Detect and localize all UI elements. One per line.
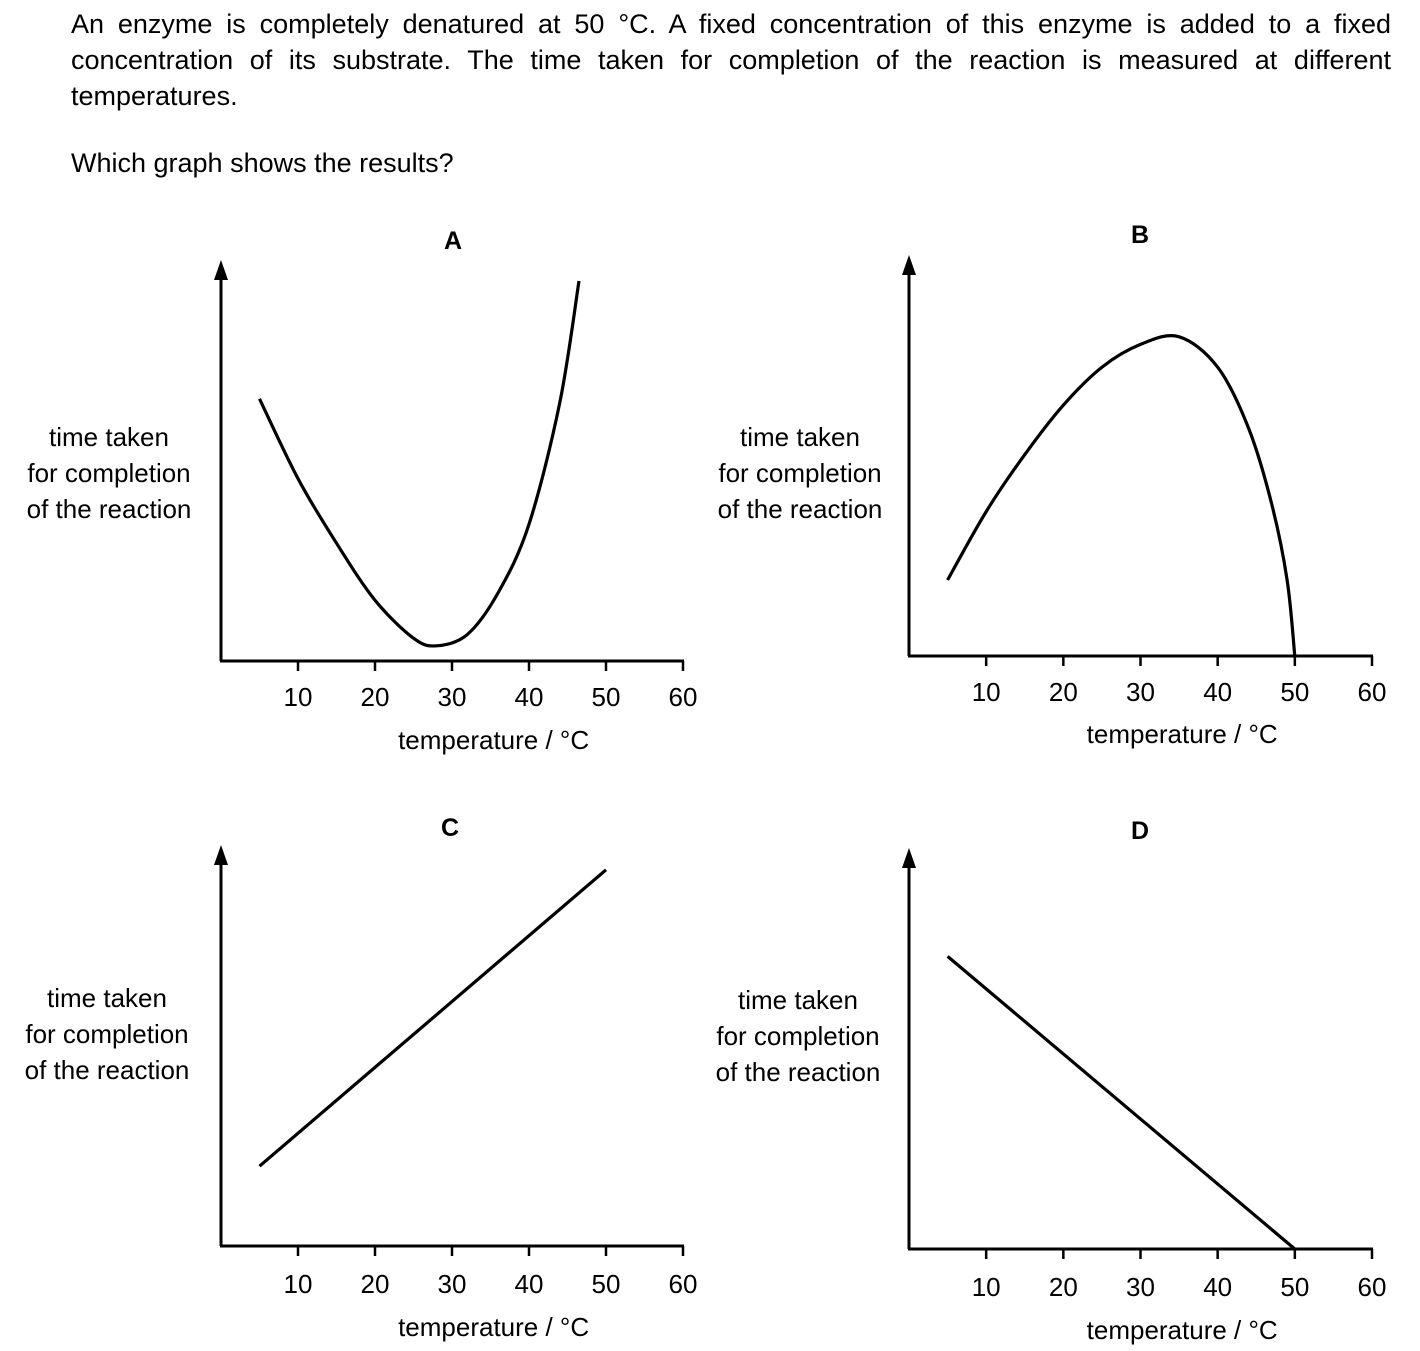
y-axis-arrow-icon	[214, 260, 228, 280]
x-tick-label: 40	[514, 1269, 544, 1299]
y-axis-label-line: time taken	[49, 422, 169, 452]
x-tick-label: 60	[1357, 1272, 1387, 1302]
graph-title: A	[443, 227, 463, 255]
y-axis-label-line: of the reaction	[24, 1055, 190, 1085]
x-tick-label: 10	[971, 677, 1001, 707]
x-tick-label: 40	[1203, 1272, 1233, 1302]
y-axis-label-line: for completion	[27, 458, 191, 488]
series-line	[260, 870, 607, 1166]
y-axis-label-line: of the reaction	[715, 1057, 881, 1087]
x-tick-label: 30	[1126, 677, 1155, 707]
x-tick-label: 40	[514, 682, 544, 712]
x-tick-label: 50	[1280, 1272, 1310, 1302]
x-axis-label: temperature / °C	[398, 725, 590, 755]
x-axis-label: temperature / °C	[1086, 1315, 1278, 1345]
x-tick-label: 60	[668, 1269, 698, 1299]
y-axis-label-line: of the reaction	[26, 494, 192, 524]
y-axis-label-line: time taken	[738, 985, 858, 1015]
y-axis-label-line: of the reaction	[717, 494, 883, 524]
graph-b	[718, 221, 1387, 749]
x-tick-label: 60	[1357, 677, 1387, 707]
x-tick-label: 50	[591, 682, 621, 712]
y-axis-arrow-icon	[902, 848, 916, 868]
y-axis-label-line: for completion	[25, 1019, 189, 1049]
graph-a	[27, 227, 698, 755]
x-tick-label: 30	[437, 1269, 467, 1299]
x-tick-label: 20	[1048, 677, 1078, 707]
x-axis-label: temperature / °C	[398, 1312, 590, 1342]
x-tick-label: 60	[668, 682, 698, 712]
x-tick-label: 20	[1048, 1272, 1078, 1302]
graph-d	[716, 817, 1387, 1345]
series-line	[260, 281, 580, 646]
y-axis-label-line: time taken	[47, 983, 167, 1013]
x-tick-label: 50	[1280, 677, 1310, 707]
x-tick-label: 50	[591, 1269, 621, 1299]
x-tick-label: 10	[283, 1269, 313, 1299]
x-tick-label: 30	[437, 682, 467, 712]
series-line	[948, 336, 1295, 656]
x-axis-label: temperature / °C	[1086, 719, 1278, 749]
x-tick-label: 30	[1126, 1272, 1155, 1302]
graph-title: B	[1130, 221, 1150, 249]
x-tick-label: 20	[360, 682, 390, 712]
graph-c	[25, 814, 698, 1342]
x-tick-label: 20	[360, 1269, 390, 1299]
y-axis-arrow-icon	[902, 255, 916, 275]
x-tick-label: 10	[283, 682, 313, 712]
x-tick-label: 10	[971, 1272, 1001, 1302]
question-text: An enzyme is completely denatured at 50 °C. A fixed concentration of this enzyme is added to a fixed concentration of its substrate. The time taken for completion of the reaction is measured at different temperatures.	[71, 9, 1391, 111]
y-axis-label-line: for completion	[718, 458, 882, 488]
x-tick-label: 40	[1203, 677, 1233, 707]
graph-title: D	[1130, 817, 1150, 845]
y-axis-label-line: time taken	[740, 422, 860, 452]
y-axis-arrow-icon	[214, 845, 228, 865]
graph-title: C	[440, 814, 460, 842]
series-line	[948, 956, 1295, 1249]
y-axis-label-line: for completion	[716, 1021, 880, 1051]
question-prompt: Which graph shows the results?	[71, 148, 454, 178]
